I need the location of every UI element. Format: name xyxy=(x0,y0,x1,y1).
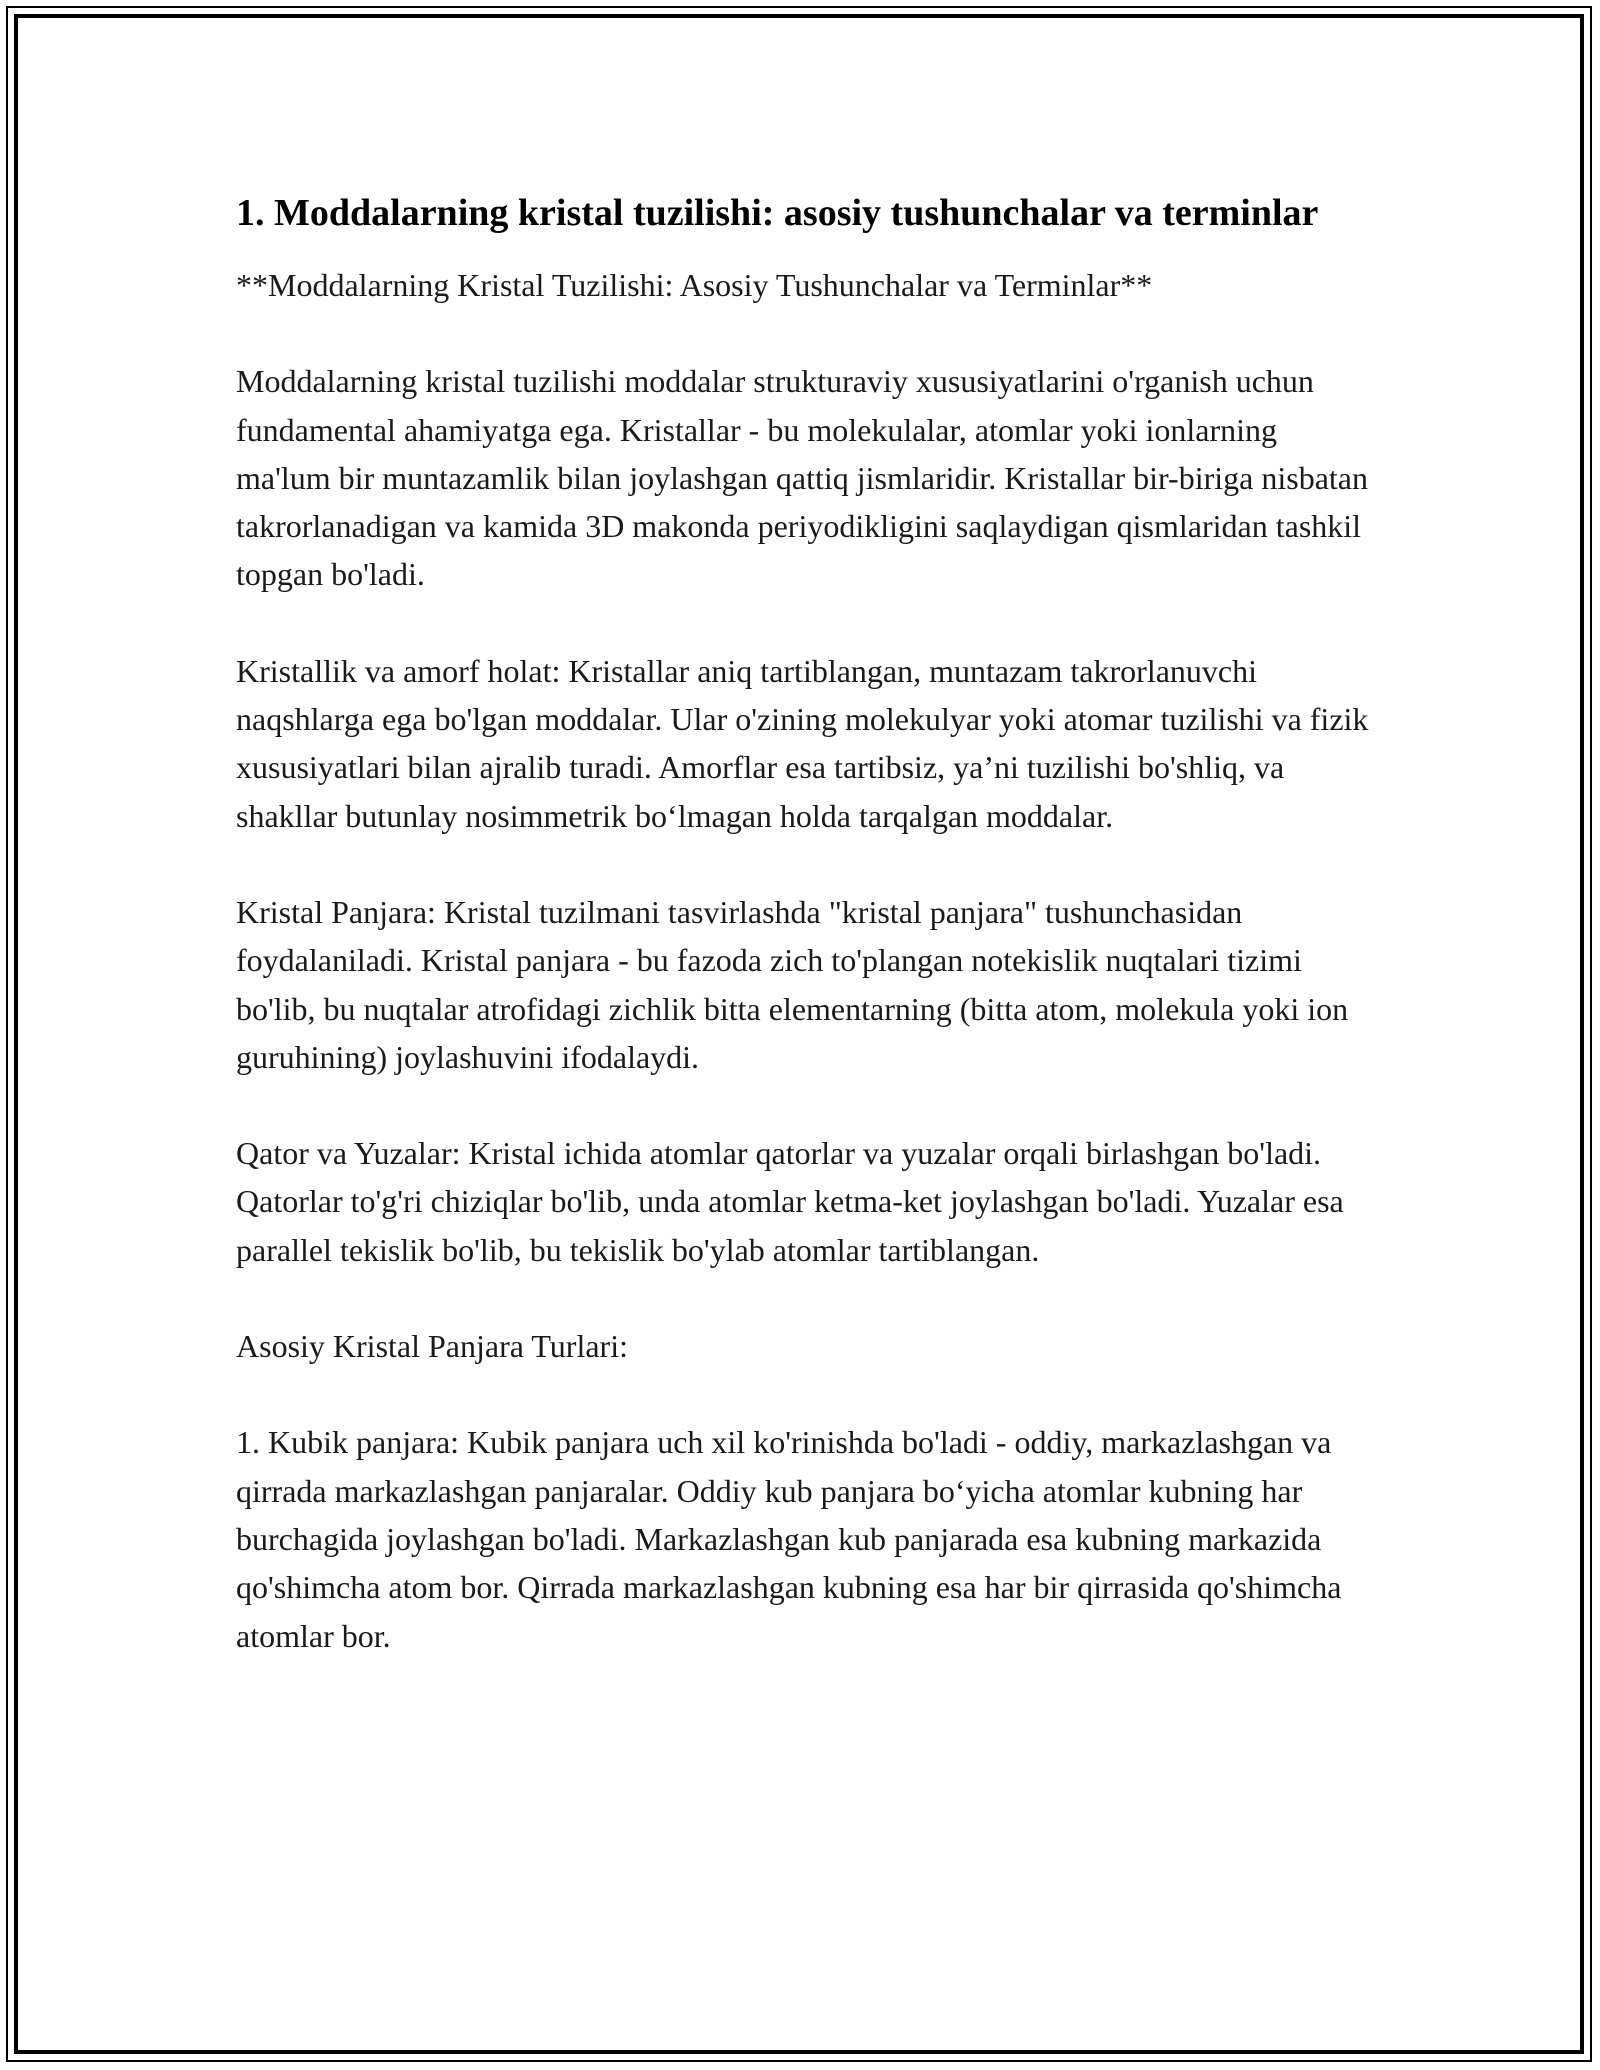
document-body xyxy=(236,186,1376,1708)
paragraph-crystalline-amorphous: Kristallik va amorf holat: Kristallar aniq tartiblangan, muntazam takrorlanuvchi naqshlarga ega bo'lgan moddalar. Ular o'zining molekulyar yoki atomar tuzilishi va fizik xususiyatlari bilan ajralib turadi. Amorflar esa tartibsiz, ya’ni tuzilishi bo'shliq, va shakllar butunlay nosimmetrik bo‘lmagan holda tarqalgan moddalar. xyxy=(236,652,1369,834)
paragraph-intro: Moddalarning kristal tuzilishi moddalar strukturaviy xususiyatlarini o'rganish uchun fundamental ahamiyatga ega. Kristallar - bu molekulalar, atomlar yoki ionlarning ma'lum bir muntazamlik bilan joylashgan qattiq jismlaridir. Kristallar bir-biriga nisbatan takrorlanadigan va kamida 3D makonda periyodikligini saqlaydigan qismlaridan tashkil topgan bo'ladi. xyxy=(236,363,1368,593)
paragraph-crystal-lattice: Kristal Panjara: Kristal tuzilmani tasvirlashda "kristal panjara" tushunchasidan foydalaniladi. Kristal panjara - bu fazoda zich to'plangan notekislik nuqtalari tizimi bo'lib, bu nuqtalar atrofidagi zichlik bitta elementarning (bitta atom, molekula yoki ion guruhining) joylashuvini ifodalaydi. xyxy=(236,893,1349,1075)
section-heading: 1. Moddalarning kristal tuzilishi: asosiy tushunchalar va terminlar xyxy=(236,192,1319,234)
paragraph-lattice-types-heading: Asosiy Kristal Panjara Turlari: xyxy=(236,1328,628,1365)
paragraph-cubic-lattice: 1. Kubik panjara: Kubik panjara uch xil ko'rinishda bo'ladi - oddiy, markazlashgan va qirrada markazlashgan panjaralar. Oddiy kub panjara bo‘yicha atomlar kubning har burchagida joylashgan bo'ladi. Markazlashgan kub panjarada esa kubning markazida qo'shimcha atom bor. Qirrada markazlashgan kubning esa har bir qirrasida qo'shimcha atomlar bor. xyxy=(236,1424,1342,1654)
paragraph-subtitle: **Moddalarning Kristal Tuzilishi: Asosiy Tushunchalar va Terminlar** xyxy=(236,267,1153,303)
paragraph-rows-planes: Qator va Yuzalar: Kristal ichida atomlar qatorlar va yuzalar orqali birlashgan bo'ladi. Qatorlar to'g'ri chiziqlar bo'lib, unda atomlar ketma-ket joylashgan bo'ladi. Yuzalar esa parallel tekislik bo'lib, bu tekislik bo'ylab atomlar tartiblangan. xyxy=(236,1135,1344,1268)
